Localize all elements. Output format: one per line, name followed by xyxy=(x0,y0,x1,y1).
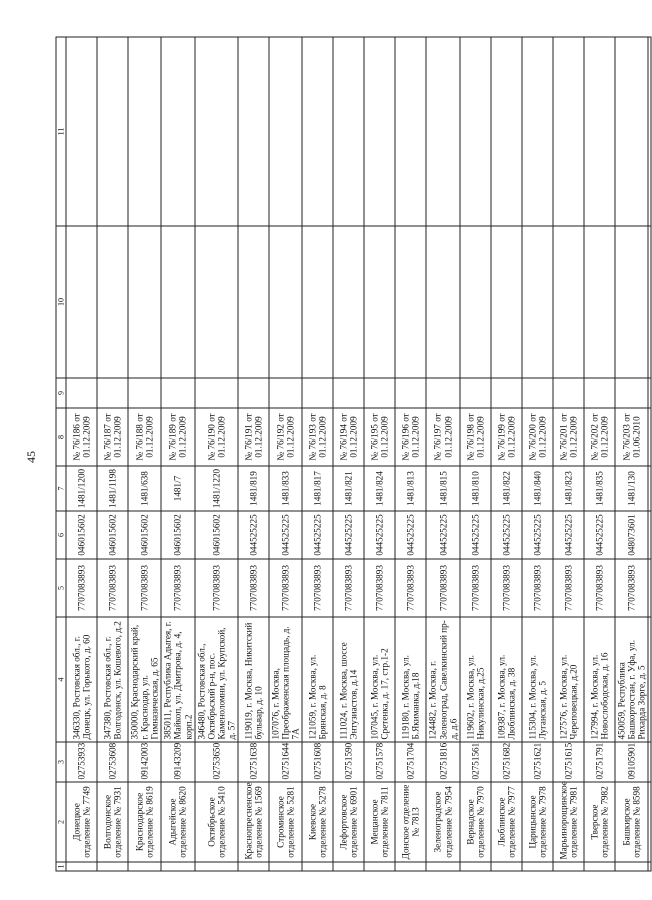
branch-code: 09105901 xyxy=(615,742,648,782)
cell-empty xyxy=(491,226,522,378)
license-number: № 76/203 от 01.06.2010 xyxy=(615,408,648,466)
bik: 046015602 xyxy=(161,511,194,559)
table-row xyxy=(491,37,522,871)
cell-empty xyxy=(195,862,238,871)
registry-table xyxy=(56,37,652,872)
bik: 044525225 xyxy=(395,511,426,559)
cell-empty xyxy=(491,378,522,408)
bik: 044525225 xyxy=(426,511,459,559)
table-row xyxy=(615,37,648,871)
cell-empty xyxy=(333,378,364,408)
rotated-sheet xyxy=(56,38,647,872)
cell-empty xyxy=(615,862,648,871)
table-row xyxy=(395,37,426,871)
branch-name: Вернадское отделение № 7970 xyxy=(460,782,491,862)
page-number: 45 xyxy=(24,451,38,463)
cell-empty xyxy=(364,862,395,871)
cell-empty xyxy=(584,378,615,408)
cell-empty xyxy=(238,226,269,378)
cell-empty xyxy=(195,378,238,408)
cell-empty xyxy=(648,37,651,226)
cell-empty xyxy=(333,226,364,378)
table-row xyxy=(269,37,302,871)
branch-code: 02751704 xyxy=(395,742,426,782)
registration-number: 1481/810 xyxy=(460,466,491,511)
cell-empty xyxy=(460,378,491,408)
branch-code: 02751816 xyxy=(426,742,459,782)
license-number: № 76/195 от 01.12.2009 xyxy=(364,408,395,466)
branch-code: 02751638 xyxy=(238,742,269,782)
bik: 046015602 xyxy=(128,511,161,559)
cell-empty xyxy=(302,37,333,226)
table-row xyxy=(364,37,395,871)
license-number: № 76/192 от 01.12.2009 xyxy=(269,408,302,466)
branch-address: 107045, г. Москва, ул. Сретенка, д. 17, стр.1-2 xyxy=(364,617,395,742)
cell-empty xyxy=(364,37,395,226)
branch-name: Краснопресненское отделение № 1569 xyxy=(238,782,269,862)
branch-address: 127994, г. Москва, ул. Новослободская, д. 16 xyxy=(584,617,615,742)
branch-name: Царицынское отделение № 7978 xyxy=(522,782,553,862)
bik: 046015602 xyxy=(195,511,238,559)
cell-empty xyxy=(269,378,302,408)
cell-empty xyxy=(238,378,269,408)
branch-name: Донецкое отделение № 7749 xyxy=(66,782,97,862)
license-number: № 76/187 от 01.12.2009 xyxy=(97,408,128,466)
cell-empty xyxy=(460,862,491,871)
cell-empty xyxy=(238,37,269,226)
bik: 044525225 xyxy=(522,511,553,559)
cell-empty xyxy=(648,378,651,408)
bik: 046015602 xyxy=(66,511,97,559)
branch-name: Волгодонское отделение № 7931 xyxy=(97,782,128,862)
registration-number: 1481/840 xyxy=(522,466,553,511)
cell-empty xyxy=(460,37,491,226)
table-row xyxy=(426,37,459,871)
table-row xyxy=(333,37,364,871)
cell-empty xyxy=(522,862,553,871)
registration-number: 1481/1198 xyxy=(97,466,128,511)
registration-number: 1481/813 xyxy=(395,466,426,511)
cell-empty xyxy=(269,862,302,871)
branch-address: 346480, Ростовская обл., Октябрьский р-н, пос. Каменоломни, ул. Крупской, д. 57 xyxy=(195,617,238,742)
cell-empty xyxy=(128,226,161,378)
bik: 044525225 xyxy=(238,511,269,559)
branch-code: 02751644 xyxy=(269,742,302,782)
license-number: № 76/202 от 01.12.2009 xyxy=(584,408,615,466)
branch-address: 124482, г. Москва, г. Зеленоград, Савелкинский пр-д, д.6 xyxy=(426,617,459,742)
cell-empty xyxy=(426,37,459,226)
table-row xyxy=(128,37,161,871)
column-number: 2 xyxy=(56,782,66,862)
inn: 7707083893 xyxy=(238,559,269,617)
bik: 044525225 xyxy=(553,511,584,559)
cell-empty xyxy=(238,862,269,871)
cell-empty xyxy=(97,226,128,378)
inn: 7707083893 xyxy=(161,559,194,617)
license-number: № 76/199 от 01.12.2009 xyxy=(491,408,522,466)
bik: 046015602 xyxy=(97,511,128,559)
table-row xyxy=(584,37,615,871)
license-number: № 76/193 от 01.12.2009 xyxy=(302,408,333,466)
table-row xyxy=(161,37,194,871)
registration-number: 1481/835 xyxy=(584,466,615,511)
license-number: № 76/197 от 01.12.2009 xyxy=(426,408,459,466)
bik: 044525225 xyxy=(269,511,302,559)
column-number: 8 xyxy=(56,408,66,466)
cell-empty xyxy=(269,37,302,226)
branch-name: Строминское отделение № 5281 xyxy=(269,782,302,862)
inn: 7707083893 xyxy=(97,559,128,617)
cell-empty xyxy=(195,37,238,226)
branch-name: Киевское отделение № 5278 xyxy=(302,782,333,862)
cell-empty xyxy=(491,862,522,871)
branch-name: Октябрьское отделение № 5410 xyxy=(195,782,238,862)
empty-filler-row xyxy=(648,37,651,871)
cell-empty xyxy=(128,862,161,871)
cell-empty xyxy=(161,378,194,408)
cell-empty xyxy=(333,37,364,226)
table-row xyxy=(460,37,491,871)
inn: 7707083893 xyxy=(195,559,238,617)
cell-empty xyxy=(522,37,553,226)
bik: 048073601 xyxy=(615,511,648,559)
registration-number: 1481/1220 xyxy=(195,466,238,511)
table-row xyxy=(66,37,97,871)
registration-number: 1481/824 xyxy=(364,466,395,511)
cell-empty xyxy=(302,378,333,408)
branch-address: 119019, г. Москва, Никитский бульвар, д. 10 xyxy=(238,617,269,742)
cell-empty xyxy=(395,226,426,378)
cell-empty xyxy=(615,378,648,408)
license-number: № 76/198 от 01.12.2009 xyxy=(460,408,491,466)
cell-empty xyxy=(395,378,426,408)
cell-empty xyxy=(128,378,161,408)
column-number: 9 xyxy=(56,378,66,408)
cell-empty xyxy=(522,226,553,378)
cell-empty xyxy=(364,226,395,378)
branch-name: Марьинорощинское отделение № 7981 xyxy=(553,782,584,862)
branch-address: 346330, Ростовская обл., г. Донецк, ул. Горького, д. 60 xyxy=(66,617,97,742)
registration-number: 1481/822 xyxy=(491,466,522,511)
cell-empty xyxy=(161,226,194,378)
branch-name: Зеленоградское отделение № 7954 xyxy=(426,782,459,862)
branch-address: 115304, г. Москва, ул. Луганская, д. 5 xyxy=(522,617,553,742)
license-number: № 76/201 от 01.12.2009 xyxy=(553,408,584,466)
cell-empty xyxy=(395,37,426,226)
cell-empty xyxy=(302,862,333,871)
branch-code: 02751615 xyxy=(553,742,584,782)
branch-address: 109387, г. Москва, ул. Люблинская, д. 38 xyxy=(491,617,522,742)
cell-empty xyxy=(553,862,584,871)
cell-empty xyxy=(522,378,553,408)
registration-number: 1481/821 xyxy=(333,466,364,511)
inn: 7707083893 xyxy=(364,559,395,617)
license-number: № 76/189 от 01.12.2009 xyxy=(161,408,194,466)
cell-empty xyxy=(97,37,128,226)
cell-empty xyxy=(648,782,651,862)
branch-name: Люблинское отделение № 7977 xyxy=(491,782,522,862)
inn: 7707083893 xyxy=(426,559,459,617)
table-row xyxy=(522,37,553,871)
cell-empty xyxy=(553,378,584,408)
branch-address: 385011, Республика Адыгея, г. Майкоп, ул. Дмитрова, д. 4, корп.2 xyxy=(161,617,194,742)
branch-code: 02751561 xyxy=(460,742,491,782)
branch-address: 350000, Краснодарский край, г. Краснодар, ул. Гимназическая, д. 65 xyxy=(128,617,161,742)
cell-empty xyxy=(615,37,648,226)
cell-empty xyxy=(395,862,426,871)
registration-number: 1481/7 xyxy=(161,466,194,511)
bik: 044525225 xyxy=(460,511,491,559)
license-number: № 76/196 от 01.12.2009 xyxy=(395,408,426,466)
license-number: № 76/188 от 01.12.2009 xyxy=(128,408,161,466)
cell-empty xyxy=(648,559,651,617)
cell-empty xyxy=(97,862,128,871)
license-number: № 76/186 от 01.12.2009 xyxy=(66,408,97,466)
branch-code: 02751608 xyxy=(302,742,333,782)
cell-empty xyxy=(460,226,491,378)
cell-empty xyxy=(584,862,615,871)
inn: 7707083893 xyxy=(66,559,97,617)
column-number: 6 xyxy=(56,511,66,559)
column-number: 11 xyxy=(56,37,66,226)
cell-empty xyxy=(128,37,161,226)
bik: 044525225 xyxy=(584,511,615,559)
cell-empty xyxy=(66,226,97,378)
cell-empty xyxy=(553,226,584,378)
table-row xyxy=(238,37,269,871)
branch-address: 347380, Ростовская обл., г. Волгодонск, ул. Кошевого, д.2 xyxy=(97,617,128,742)
table-row xyxy=(97,37,128,871)
branch-name: Адыгейское отделение № 8620 xyxy=(161,782,194,862)
inn: 7707083893 xyxy=(584,559,615,617)
cell-empty xyxy=(426,226,459,378)
bik: 044525225 xyxy=(491,511,522,559)
bik: 044525225 xyxy=(302,511,333,559)
license-number: № 76/191 от 01.12.2009 xyxy=(238,408,269,466)
column-number: 3 xyxy=(56,742,66,782)
cell-empty xyxy=(648,617,651,742)
cell-empty xyxy=(648,511,651,559)
branch-name: Тверское отделение № 7982 xyxy=(584,782,615,862)
registration-number: 1481/130 xyxy=(615,466,648,511)
branch-code: 02751590 xyxy=(333,742,364,782)
cell-empty xyxy=(553,37,584,226)
bik: 044525225 xyxy=(364,511,395,559)
registration-number: 1481/817 xyxy=(302,466,333,511)
cell-empty xyxy=(648,226,651,378)
branch-code: 02753650 xyxy=(195,742,238,782)
cell-empty xyxy=(426,378,459,408)
cell-empty xyxy=(426,862,459,871)
inn: 7707083893 xyxy=(491,559,522,617)
bik: 044525225 xyxy=(333,511,364,559)
branch-address: 127576, г. Москва, ул. Череповецкая, д.20 xyxy=(553,617,584,742)
column-number: 10 xyxy=(56,226,66,378)
branch-code: 09142003 xyxy=(128,742,161,782)
inn: 7707083893 xyxy=(302,559,333,617)
cell-empty xyxy=(195,226,238,378)
table-body xyxy=(56,37,651,871)
table-row xyxy=(553,37,584,871)
license-number: № 76/190 от 01.12.2009 xyxy=(195,408,238,466)
inn: 7707083893 xyxy=(553,559,584,617)
cell-empty xyxy=(97,378,128,408)
cell-empty xyxy=(364,378,395,408)
cell-empty xyxy=(333,862,364,871)
table-row xyxy=(302,37,333,871)
branch-address: 111024, г. Москва, шоссе Энтузиастов, д.14 xyxy=(333,617,364,742)
branch-address: 119602, г. Москва, ул. Никулинская, д.25 xyxy=(460,617,491,742)
cell-empty xyxy=(269,226,302,378)
cell-empty xyxy=(302,226,333,378)
license-number: № 76/200 от 01.12.2009 xyxy=(522,408,553,466)
column-number: 5 xyxy=(56,559,66,617)
branch-name: Мещанское отделение № 7811 xyxy=(364,782,395,862)
cell-empty xyxy=(491,37,522,226)
branch-name: Донское отделение № 7813 xyxy=(395,782,426,862)
branch-code: 02751791 xyxy=(584,742,615,782)
branch-address: 119180, г. Москва, ул. Б.Якиманка, д.18 xyxy=(395,617,426,742)
inn: 7707083893 xyxy=(128,559,161,617)
branch-name: Краснодарское отделение № 8619 xyxy=(128,782,161,862)
branch-code: 09143209 xyxy=(161,742,194,782)
branch-code: 02751578 xyxy=(364,742,395,782)
column-number-row xyxy=(56,37,66,871)
cell-empty xyxy=(66,37,97,226)
column-number: 4 xyxy=(56,617,66,742)
cell-empty xyxy=(648,466,651,511)
branch-address: 121059, г. Москва, ул. Брянская, д. 8 xyxy=(302,617,333,742)
cell-empty xyxy=(66,862,97,871)
cell-empty xyxy=(648,862,651,871)
cell-empty xyxy=(161,37,194,226)
registration-number: 1481/638 xyxy=(128,466,161,511)
branch-code: 02751682 xyxy=(491,742,522,782)
registration-number: 1481/833 xyxy=(269,466,302,511)
cell-empty xyxy=(648,408,651,466)
registration-number: 1481/815 xyxy=(426,466,459,511)
column-number: 7 xyxy=(56,466,66,511)
branch-code: 02753933 xyxy=(66,742,97,782)
column-number: 1 xyxy=(56,862,66,871)
cell-empty xyxy=(615,226,648,378)
cell-empty xyxy=(66,378,97,408)
inn: 7707083893 xyxy=(522,559,553,617)
inn: 7707083893 xyxy=(395,559,426,617)
table-row xyxy=(195,37,238,871)
inn: 7707083893 xyxy=(615,559,648,617)
license-number: № 76/194 от 01.12.2009 xyxy=(333,408,364,466)
branch-name: Башкирское отделение № 8598 xyxy=(615,782,648,862)
cell-empty xyxy=(161,862,194,871)
registration-number: 1481/823 xyxy=(553,466,584,511)
branch-address: 450059, Республика Башкортостан, г. Уфа, ул. Рихарда Зорге, д. 5 xyxy=(615,617,648,742)
cell-empty xyxy=(648,742,651,782)
branch-name: Лефортовское отделение № 6901 xyxy=(333,782,364,862)
registration-number: 1481/1200 xyxy=(66,466,97,511)
inn: 7707083893 xyxy=(269,559,302,617)
cell-empty xyxy=(584,37,615,226)
inn: 7707083893 xyxy=(460,559,491,617)
inn: 7707083893 xyxy=(333,559,364,617)
branch-address: 107076, г. Москва, Преображенская площадь, д. 7А xyxy=(269,617,302,742)
registration-number: 1481/819 xyxy=(238,466,269,511)
cell-empty xyxy=(584,226,615,378)
branch-code: 02751621 xyxy=(522,742,553,782)
branch-code: 02753608 xyxy=(97,742,128,782)
